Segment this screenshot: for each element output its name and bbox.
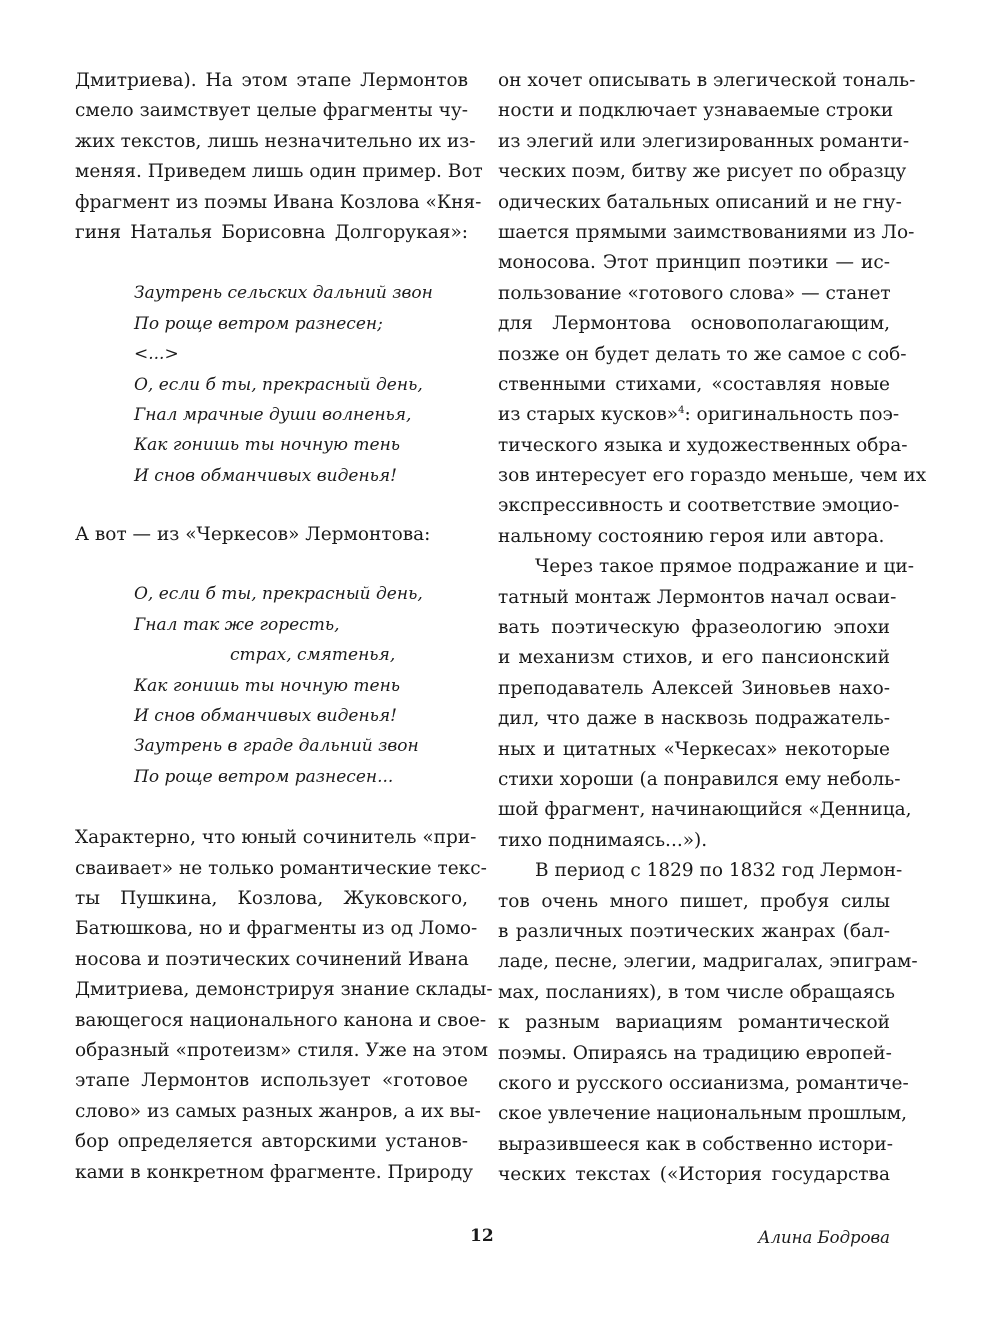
text-line: Через такое прямое подражание и ци- [535,556,914,578]
text-line: стихи хороши (а понравился ему неболь- [498,768,901,790]
text-line: и механизм стихов, и его пансионский [498,647,890,669]
verse-line: О, если б ты, прекрасный день, [134,584,423,605]
verse-line: Гнал мрачные души волненья, [134,404,412,425]
spacer [75,491,468,520]
text-line: из элегий или элегизированных романти- [498,130,910,152]
text-line: преподаватель Алексей Зиновьев нахо- [498,677,890,699]
verse-line: Как гонишь ты ночную тень [134,675,401,696]
text-line: тического языка и художественных обра- [498,434,908,456]
text-line: зов интересует его гораздо меньше, чем их [498,465,927,487]
paragraph-nature [498,66,927,552]
text-line: смело заимствует целые фрагменты чу- [75,100,468,122]
text-line: тов очень много пишет, пробуя силы [498,890,890,912]
text-line: ками в конкретном фрагменте. Природу [75,1161,474,1183]
running-footer-author: Алина Бодрова [757,1228,890,1247]
text-line: нальному состоянию героя или автора. [498,525,885,547]
text-line: Характерно, что юный сочинитель «при- [75,827,477,849]
verse-line: И снов обманчивых виденья! [134,706,397,727]
text-line: шается прямыми заимствованиями из Ло- [498,221,915,243]
text-line: тихо поднимаясь...»). [498,829,708,851]
page-number: 12 [470,1226,494,1246]
text-line: А вот — из «Черкесов» Лермонтова: [75,524,431,546]
text-line: ности и подключает узнаваемые строки [498,100,894,122]
text-line: ладе, песне, элегии, мадригалах, эпиграм- [498,951,918,973]
text-fragment: : оригинальность поэ- [684,404,900,426]
spacer [75,248,468,278]
text-line: В период с 1829 по 1832 год Лермон- [535,860,903,882]
verse-line: Заутрень в граде дальний звон [134,736,419,757]
spacer [75,792,468,823]
verse-line: О, если б ты, прекрасный день, [134,374,423,395]
paragraph-period [498,856,918,1190]
footnote-marker[interactable]: 4 [678,405,685,417]
text-line-with-footnote [498,400,900,430]
text-line: меняя. Приведем лишь один пример. Вот [75,161,483,183]
verse-line: Как гонишь ты ночную тень [134,435,401,456]
text-line: пользование «готового слова» — станет [498,282,891,304]
text-line: шой фрагмент, начинающийся «Денница, [498,799,912,821]
text-line: для Лермонтова основополагающим, [498,313,890,335]
verse-line: Гнал так же горесть, [134,614,340,635]
text-line: этапе Лермонтов использует «готовое [75,1070,468,1092]
text-line: мах, посланиях), в том числе обращаясь [498,981,895,1003]
text-line: Дмитриева). На этом этапе Лермонтов [75,70,468,91]
text-line: дил, что даже в насквозь подражатель- [498,708,890,730]
text-line: ты Пушкина, Козлова, Жуковского, [75,887,468,909]
text-line: фрагмент из поэмы Ивана Козлова «Кня- [75,191,482,213]
verse-line: <...> [134,344,179,365]
text-line: к разным вариациям романтической [498,1012,890,1034]
spacer [75,550,468,579]
paragraph-imitation [498,552,914,856]
text-line: ческих поэм, битву же рисует по образцу [498,161,907,183]
text-line: бор определяется авторскими установ- [75,1131,468,1153]
verse-line: И снов обманчивых виденья! [134,465,397,486]
text-line: сваивает» не только романтические текс- [75,857,487,879]
text-line: ское увлечение национальным прошлым, [498,1103,908,1125]
text-line: он хочет описывать в элегической тональ- [498,70,916,91]
paragraph-intro [75,66,483,248]
verse-line: страх, смятенья, [230,645,396,666]
paragraph-transition [75,520,468,550]
text-line: слово» из самых разных жанров, а их вы- [75,1100,481,1122]
verse-line: По роще ветром разнесен; [134,313,383,334]
text-line: в различных поэтических жанрах (бал- [498,920,890,942]
text-line: жих текстов, лишь незначительно их из- [75,130,476,152]
text-line: ческих текстах («История государства [498,1164,890,1186]
text-line: поэмы. Опираясь на традицию европей- [498,1042,892,1064]
text-line: ных и цитатных «Черкесах» некоторые [498,738,890,760]
left-column [75,66,493,1188]
text-line: Батюшкова, но и фрагменты из од Ломо- [75,918,478,940]
verse-line: По роще ветром разнесен... [134,766,394,787]
text-line: носова и поэтических сочинений Ивана [75,948,469,970]
text-line: образный «протеизм» стиля. Уже на этом [75,1039,489,1061]
text-line: вать поэтическую фразеологию эпохи [498,617,890,639]
paragraph-characteristic [75,823,493,1188]
text-line: моносова. Этот принцип поэтики — ис- [498,252,890,274]
text-line: одических батальных описаний и не гну- [498,191,902,213]
text-line: гиня Наталья Борисовна Долгорукая»: [75,221,468,243]
verse-line: Заутрень сельских дальний звон [134,283,433,304]
verse-quote-lermontov [75,579,468,792]
verse-quote-kozlov [75,278,468,491]
text-line: вающегося национального канона и свое- [75,1009,487,1031]
text-fragment: из старых кусков» [498,404,679,426]
text-line: выразившееся как в собственно истори- [498,1133,893,1155]
text-line: экспрессивность и соответствие эмоцио- [498,495,900,517]
text-line: татный монтаж Лермонтов начал осваи- [498,586,897,608]
right-column [498,66,927,1190]
text-line: Дмитриева, демонстрируя знание склады- [75,979,493,1001]
text-line: ского и русского оссианизма, романтиче- [498,1072,909,1094]
text-line: позже он будет делать то же самое с соб- [498,343,907,365]
text-line: ственными стихами, «составляя новые [498,373,890,395]
